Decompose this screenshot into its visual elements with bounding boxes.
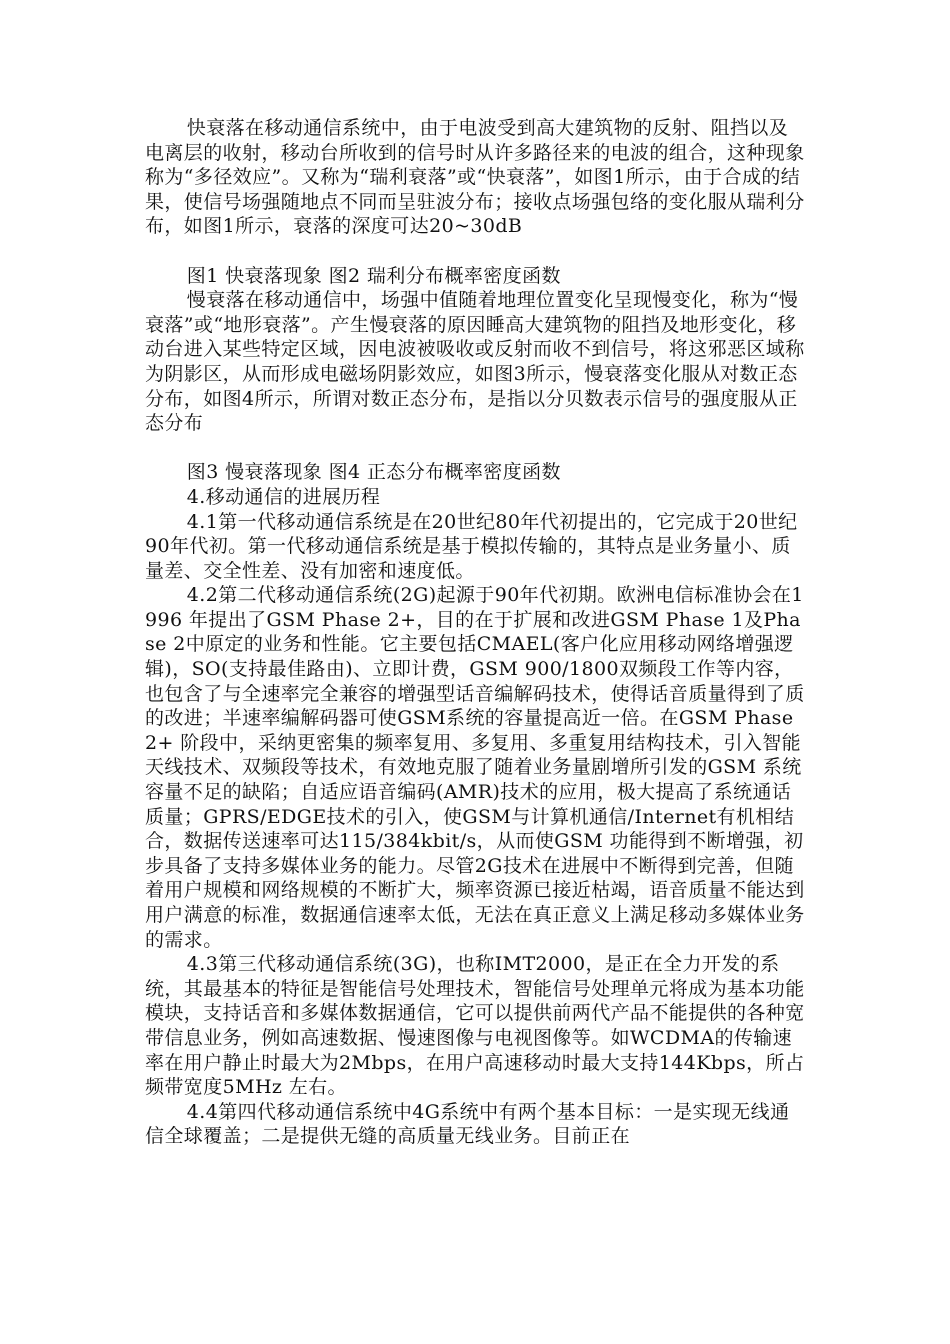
- paragraph-slow-fading: 慢衰落在移动通信中，场强中值随着地理位置变化呈现慢变化，称为“慢衰落”或“地形衰落”。产生慢衰落的原因睡高大建筑物的阻挡及地形变化，移动台进入某些特定区域，因电波被吸收或反射而收不到信号，将这邪恶区域称为阴影区，从而形成电磁场阴影效应，如图3所示，慢衰落变化服从对数正态分布，如图4所示，所谓对数正态分布，是指以分贝数表示信号的强度服从正态分布: [145, 289, 805, 435]
- blank-line: [145, 239, 805, 264]
- paragraph-4-1: 4.1第一代移动通信系统是在20世纪80年代初提出的，它完成于20世纪90年代初。第一代移动通信系统是基于模拟传输的，其特点是业务量小、质量差、交全性差、没有加密和速度低。: [145, 510, 798, 582]
- paragraph-4-2: 4.2第二代移动通信系统(2G)起源于90年代初期。欧洲电信标准协会在1996 年提出了GSM Phase 2+，目的在于扩展和改进GSM Phase 1及Phase 2中原定的业务和性能。它主要包括CMAEL(客户化应用移动网络增强逻辑)，SO(支持最佳路由)、立即计费，GSM 900/1800双频段工作等内容，也包含了与全速率完全兼容的增强型话音编解码技术，使得话音质量得到了质的改进；半速率编解码器可使GSM系统的容量提高近一倍。在GSM Phase2+ 阶段中，采纳更密集的频率复用、多复用、多重复用结构技术，引入智能天线技术、双频段等技术，有效地克服了随着业务量剧增所引发的GSM 系统容量不足的缺陷；自适应语音编码(AMR)技术的应用，极大提高了系统通话质量；GPRS/EDGE技术的引入，使GSM与计算机通信/Internet有机相结合，数据传送速率可达115/384kbit/s，从而使GSM 功能得到不断增强，初步具备了支持多媒体业务的能力。尽管2G技术在进展中不断得到完善，但随着用户规模和网络规模的不断扩大，频率资源已接近枯竭，语音质量不能达到用户满意的标准，数据通信速率太低，无法在真正意义上满足移动多媒体业务的需求。: [145, 584, 805, 951]
- figure-caption-1-2: 图1 快衰落现象 图2 瑞利分布概率密度函数: [186, 264, 561, 287]
- blank-line: [145, 436, 805, 461]
- paragraph-4-4: 4.4第四代移动通信系统中4G系统中有两个基本目标：一是实现无线通信全球覆盖；二是提供无缝的高质量无线业务。目前正在: [145, 1100, 790, 1148]
- document-body: [145, 116, 805, 1149]
- figure-caption-3-4: 图3 慢衰落现象 图4 正态分布概率密度函数: [186, 461, 561, 484]
- paragraph-fast-fading: 快衰落在移动通信系统中，由于电波受到高大建筑物的反射、阻挡以及电离层的收射，移动台所收到的信号时从许多路径来的电波的组合，这种现象称为“多径效应”。又称为“瑞利衰落”或“快衰落”，如图1所示，由于合成的结果，使信号场强随地点不同而呈驻波分布；接收点场强包络的变化服从瑞利分布，如图1所示，衰落的深度可达20~30dB: [145, 117, 805, 238]
- paragraph-4-3: 4.3第三代移动通信系统(3G)，也称IMT2000，是正在全力开发的系统，其最基本的特征是智能信号处理技术，智能信号处理单元将成为基本功能模块，支持话音和多媒体数据通信，它可以提供前两代产品不能提供的各种宽带信息业务，例如高速数据、慢速图像与电视图像等。如WCDMA的传输速率在用户静止时最大为2Mbps，在用户高速移动时最大支持144Kbps，所占频带宽度5MHz 左右。: [145, 953, 805, 1099]
- section-heading-4: 4.移动通信的进展历程: [186, 485, 381, 508]
